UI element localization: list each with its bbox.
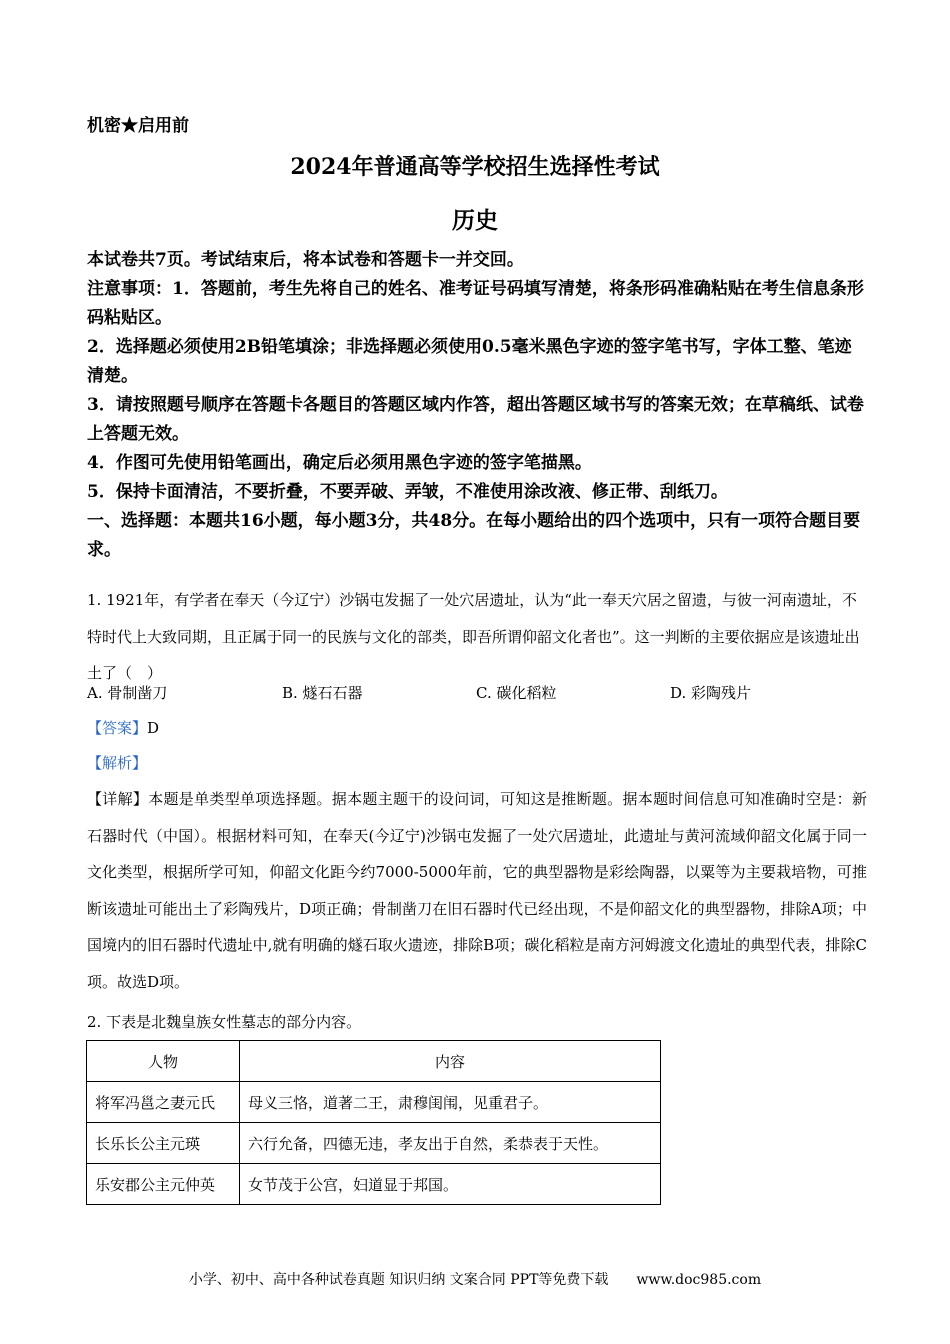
epitaph-table bbox=[86, 1040, 661, 1205]
option-c: C. 碳化稻粒 bbox=[476, 684, 557, 702]
analysis-label: 【解析】 bbox=[87, 754, 148, 772]
detail-explanation bbox=[87, 781, 867, 1000]
answer-value: D bbox=[147, 719, 160, 737]
table-header-content: 内容 bbox=[240, 1041, 661, 1082]
question-2-stem: 2. 下表是北魏皇族女性墓志的部分内容。 bbox=[87, 1013, 362, 1031]
instruction-line: 5．保持卡面清洁，不要折叠，不要弄破、弄皱，不准使用涂改液、修正带、刮纸刀。 bbox=[87, 482, 728, 502]
table-row bbox=[87, 1082, 661, 1123]
answer-label: 【答案】 bbox=[87, 719, 148, 737]
option-d: D. 彩陶残片 bbox=[670, 684, 752, 702]
question-1-stem: 1. 1921年，有学者在奉天（今辽宁）沙锅屯发掘了一处穴居遗址，认为“此一奉天穴居之留遗，与彼一河南遗址，不特时代上大致同期，且正属于同一的民族与文化的部类，即吾所谓仰韶文化者也”。这一判断的主要依据应是该遗址出土了（ ） bbox=[87, 591, 860, 682]
detail-text: 本题是单类型单项选择题。据本题主题干的设问词，可知这是推断题。据本题时间信息可知准确时空是：新石器时代（中国）。根据材料可知，在奉天(今辽宁)沙锅屯发掘了一处穴居遗址，此遗址与黄河流域仰韶文化属于同一文化类型，根据所学可知，仰韶文化距今约7000-5000年前，它的典型器物是彩绘陶器，以粟等为主要栽培物，可推断该遗址可能出土了彩陶残片，D项正确；骨制凿刀在旧石器时代已经出现，不是仰韶文化的典型器物，排除A项；中国境内的旧石器时代遗址中,就有明确的燧石取火遗迹，排除B项；碳化稻粒是南方河姆渡文化遗址的典型代表，排除C项。故选D项。 bbox=[87, 790, 867, 991]
table-cell-content: 母义三恪，道著二王，肃穆闺闱，见重君子。 bbox=[240, 1082, 661, 1123]
analysis-line bbox=[87, 746, 147, 780]
table-cell-person: 将军冯邕之妻元氏 bbox=[87, 1082, 240, 1123]
table-cell-content: 女节茂于公宫，妇道显于邦国。 bbox=[240, 1164, 661, 1205]
instruction-line: 注意事项：1．答题前，考生先将自己的姓名、准考证号码填写清楚，将条形码准确粘贴在考生信息条形码粘贴区。 bbox=[87, 279, 864, 328]
table-header-person: 人物 bbox=[87, 1041, 240, 1082]
instruction-line: 2．选择题必须使用2B铅笔填涂；非选择题必须使用0.5毫米黑色字迹的签字笔书写，字体工整、笔迹清楚。 bbox=[87, 337, 852, 386]
secret-mark: 机密★启用前 bbox=[87, 116, 189, 136]
table-cell-person: 乐安郡公主元仲英 bbox=[87, 1164, 240, 1205]
option-b: B. 燧石石器 bbox=[282, 684, 363, 702]
table-row bbox=[87, 1164, 661, 1205]
subject-title: 历史 bbox=[452, 207, 498, 234]
instructions bbox=[87, 246, 867, 565]
page-footer: 小学、初中、高中各种试卷真题 知识归纳 文案合同 PPT等免费下载 www.doc985.com bbox=[188, 1272, 762, 1288]
instruction-line: 本试卷共7页。考试结束后，将本试卷和答题卡一并交回。 bbox=[87, 250, 524, 270]
option-a: A. 骨制凿刀 bbox=[87, 684, 168, 702]
instruction-line: 4．作图可先使用铅笔画出，确定后必须用黑色字迹的签字笔描黑。 bbox=[87, 453, 592, 473]
table-cell-person: 长乐长公主元瑛 bbox=[87, 1123, 240, 1164]
instruction-line: 3．请按照题号顺序在答题卡各题目的答题区域内作答，超出答题区域书写的答案无效；在草稿纸、试卷上答题无效。 bbox=[87, 395, 864, 444]
question-1-options bbox=[87, 676, 867, 710]
answer-line bbox=[87, 711, 159, 745]
section-heading: 一、选择题：本题共16小题，每小题3分，共48分。在每小题给出的四个选项中，只有一项符合题目要求。 bbox=[87, 511, 861, 560]
table-cell-content: 六行允备，四德无违，孝友出于自然，柔恭表于天性。 bbox=[240, 1123, 661, 1164]
detail-label: 【详解】 bbox=[87, 790, 149, 808]
table-row bbox=[87, 1123, 661, 1164]
exam-title: 2024年普通高等学校招生选择性考试 bbox=[290, 154, 660, 180]
table-header-row bbox=[87, 1041, 661, 1082]
